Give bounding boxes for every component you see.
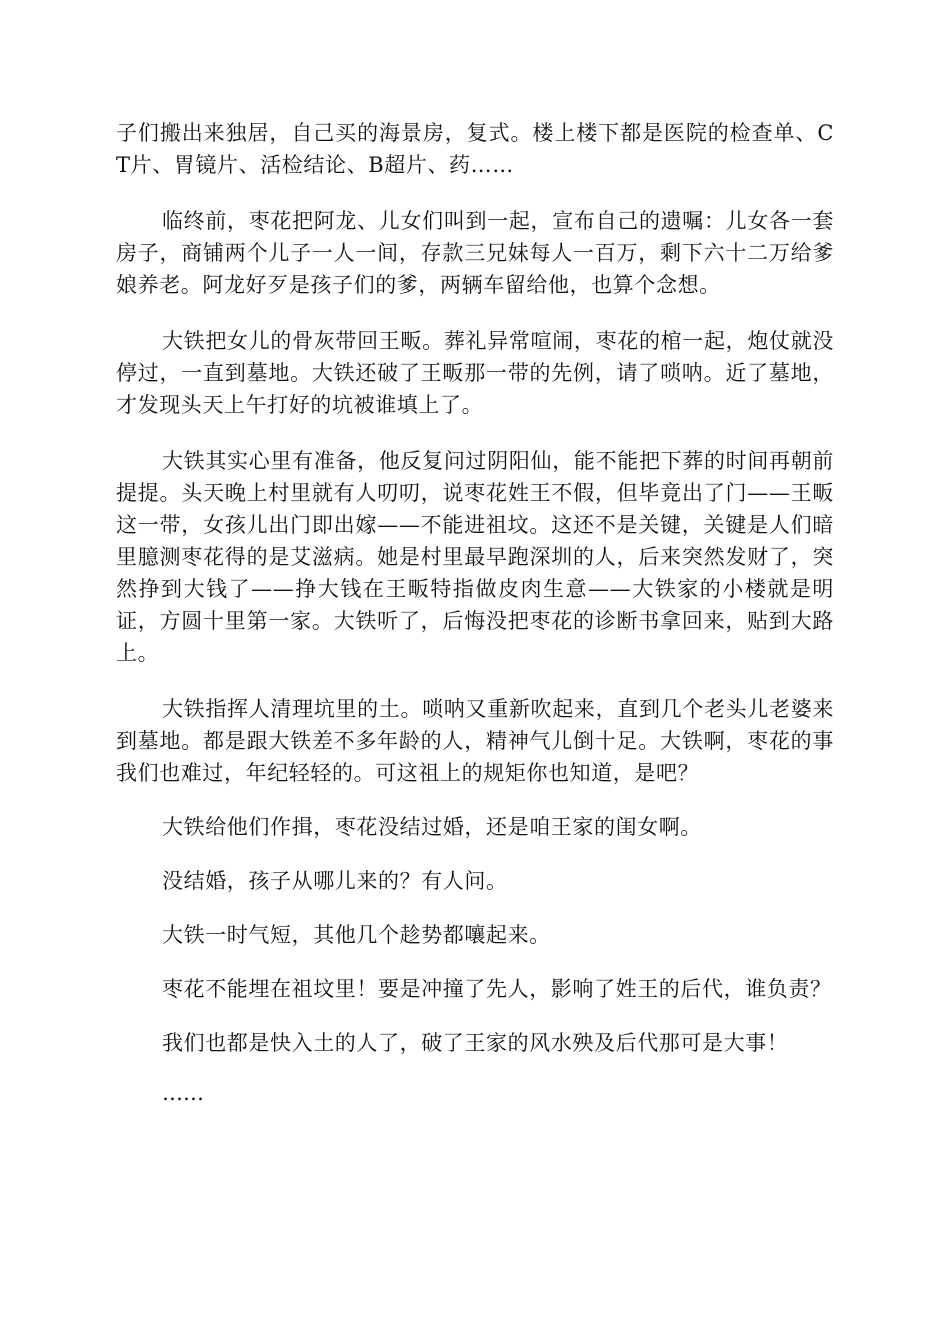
paragraph-7: 没结婚，孩子从哪儿来的？有人问。 (162, 869, 508, 893)
paragraph-3: 大铁把女儿的骨灰带回王畈。葬礼异常喧闹，枣花的棺一起，炮仗就没停过，一直到墓地。大铁还破了王畈那一带的先例，请了唢呐。近了墓地，才发现头天上午打好的坑被谁填上了。 (116, 329, 834, 417)
paragraph-6: 大铁给他们作揖，枣花没结过婚，还是咱王家的闺女啊。 (162, 815, 702, 839)
paragraph-9: 枣花不能埋在祖坟里！要是冲撞了先人，影响了姓王的后代，谁负责？ (162, 977, 832, 1001)
paragraph-5: 大铁指挥人清理坑里的土。唢呐又重新吹起来，直到几个老头儿老婆来到墓地。都是跟大铁差不多年龄的人，精神气儿倒十足。大铁啊，枣花的事我们也难过，年纪轻轻的。可这祖上的规矩你也知道，是吧？ (116, 697, 834, 785)
paragraph-8: 大铁一时气短，其他几个趁势都嚷起来。 (162, 923, 551, 947)
paragraph-2: 临终前，枣花把阿龙、儿女们叫到一起，宣布自己的遗嘱：儿女各一套房子，商铺两个儿子一人一间，存款三兄妹每人一百万，剩下六十二万给爹娘养老。阿龙好歹是孩子们的爹，两辆车留给他，也算个念想。 (116, 209, 834, 297)
paragraph-1: 子们搬出来独居，自己买的海景房，复式。楼上楼下都是医院的检查单、CT片、胃镜片、活检结论、B超片、药…… (116, 121, 834, 177)
article-body (116, 117, 834, 1109)
paragraph-10: 我们也都是快入土的人了，破了王家的风水殃及后代那可是大事！ (162, 1031, 789, 1055)
paragraph-4: 大铁其实心里有准备，他反复问过阴阳仙，能不能把下葬的时间再朝前提提。头天晚上村里就有人叨叨，说枣花姓王不假，但毕竟出了门——王畈这一带，女孩儿出门即出嫁——不能进祖坟。这还不是关键，关键是人们暗里臆测枣花得的是艾滋病。她是村里最早跑深圳的人，后来突然发财了，突然挣到大钱了——挣大钱在王畈特指做皮肉生意——大铁家的小楼就是明证，方圆十里第一家。大铁听了，后悔没把枣花的诊断书拿回来，贴到大路上。 (116, 449, 834, 665)
closing-ellipsis: …… (162, 1081, 204, 1105)
